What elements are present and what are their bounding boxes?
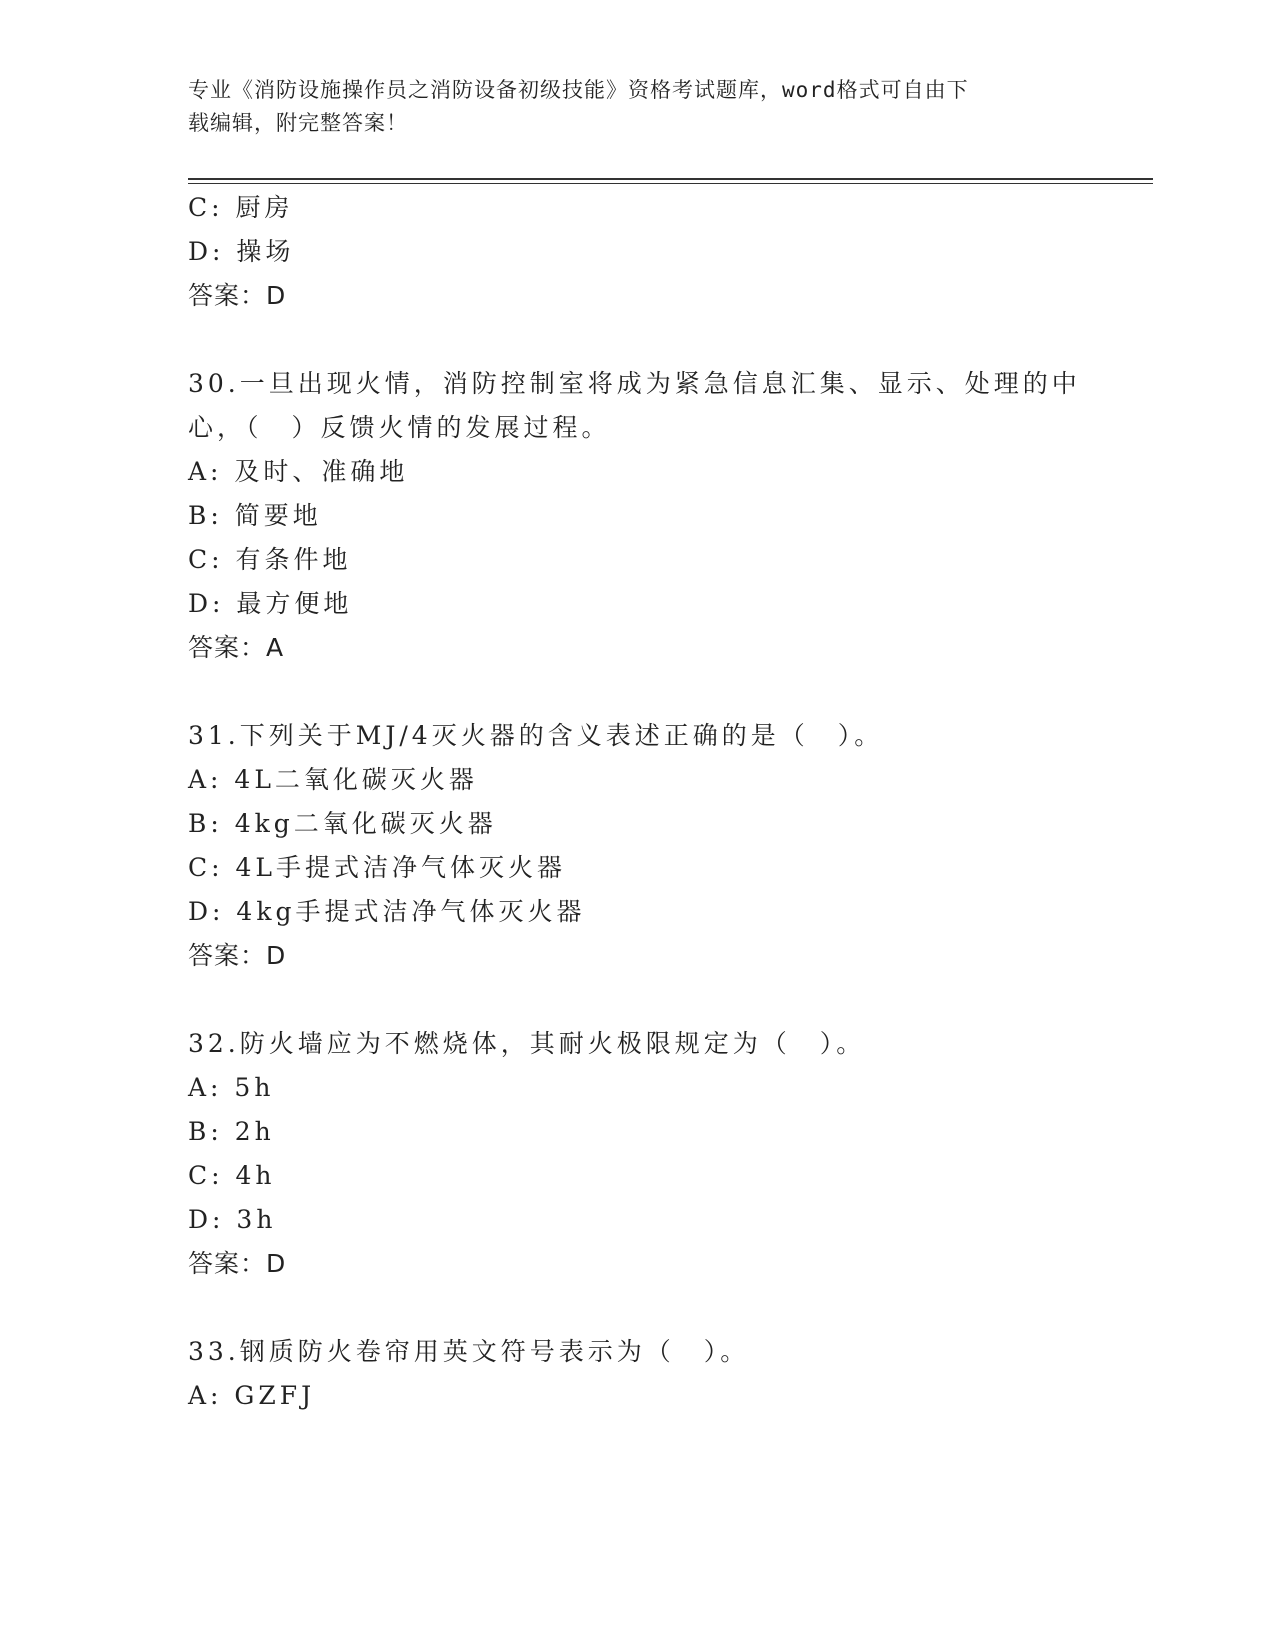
question-32-option-c: C: 4h: [188, 1161, 276, 1190]
header-divider-thick: [188, 178, 1153, 180]
page-header: [188, 74, 1088, 140]
header-line-1: 专业《消防设施操作员之消防设备初级技能》资格考试题库，word格式可自由下: [188, 78, 969, 102]
question-32-option-b: B: 2h: [188, 1117, 275, 1146]
question-31-answer: 答案：D: [188, 941, 287, 970]
question-33-option-a: A: GZFJ: [188, 1381, 316, 1410]
question-30-option-b: B: 简要地: [188, 501, 322, 530]
question-31-option-c: C: 4L手提式洁净气体灭火器: [188, 853, 567, 882]
question-30-answer: 答案：A: [188, 633, 285, 662]
carryover-option-d: D: 操场: [188, 237, 295, 266]
header-divider-thin: [188, 183, 1153, 184]
question-31-stem-line-1: 31.下列关于MJ/4灭火器的含义表述正确的是（ ）。: [188, 721, 884, 750]
question-31-option-a: A: 4L二氧化碳灭火器: [188, 765, 478, 794]
question-32-answer: 答案：D: [188, 1249, 287, 1278]
carryover-answer: 答案：D: [188, 281, 287, 310]
question-32-option-a: A: 5h: [188, 1073, 275, 1102]
question-32-option-d: D: 3h: [188, 1205, 277, 1234]
question-30-option-d: D: 最方便地: [188, 589, 353, 618]
question-32-stem-line-1: 32.防火墙应为不燃烧体，其耐火极限规定为（ ）。: [188, 1029, 866, 1058]
question-33-stem-line-1: 33.钢质防火卷帘用英文符号表示为（ ）。: [188, 1337, 750, 1366]
header-line-2: 载编辑，附完整答案！: [188, 111, 408, 135]
question-30-option-c: C: 有条件地: [188, 545, 352, 574]
question-31-option-b: B: 4kg二氧化碳灭火器: [188, 809, 497, 838]
question-30-stem-line-1: 30.一旦出现火情，消防控制室将成为紧急信息汇集、显示、处理的中: [188, 369, 1081, 398]
question-30-option-a: A: 及时、准确地: [188, 457, 409, 486]
question-31-option-d: D: 4kg手提式洁净气体灭火器: [188, 897, 586, 926]
question-30-stem-line-2: 心，（ ）反馈火情的发展过程。: [188, 413, 611, 442]
carryover-option-c: C: 厨房: [188, 193, 294, 222]
